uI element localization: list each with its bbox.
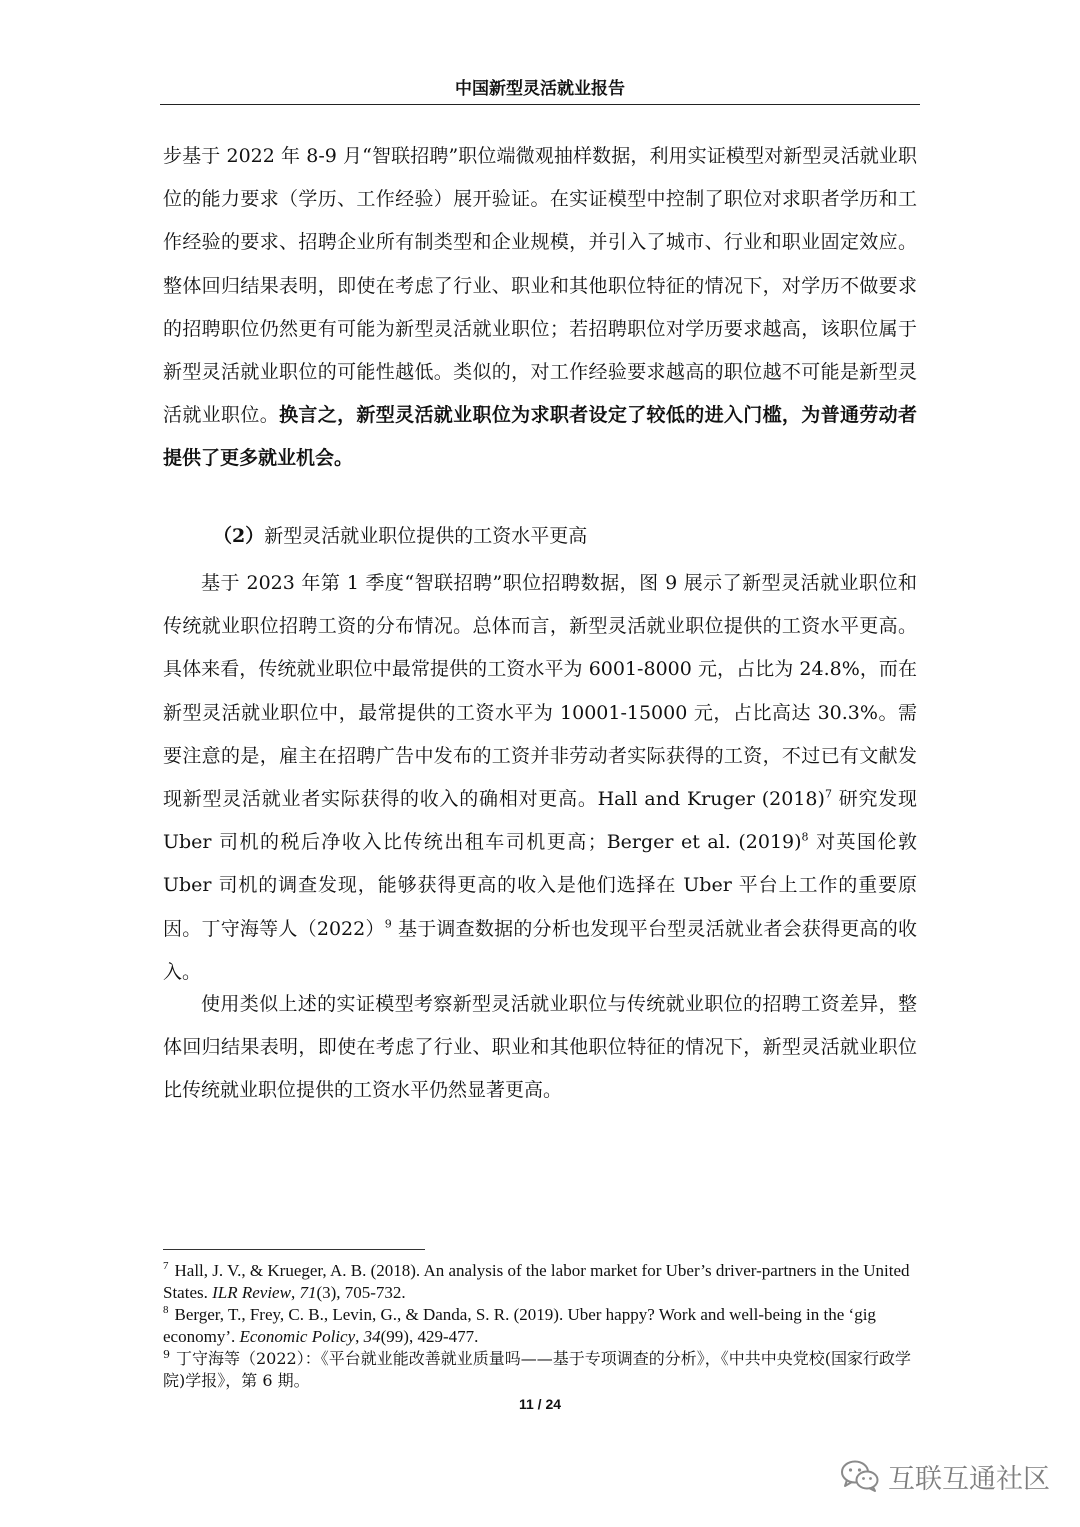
footnote-7-text: Hall, J. V., & Krueger, A. B. (2018). An analysis of the labor market for Uber’s driver-partners in the United States. [163, 1261, 910, 1302]
footnote-7 [163, 1260, 919, 1304]
footnote-7-number: 7 [163, 1260, 169, 1273]
watermark [840, 1456, 1050, 1496]
paragraph-2-text-a: 基于 2023 年第 1 季度“智联招聘”职位招聘数据，图 9 展示了新型灵活就业职位和传统就业职位招聘工资的分布情况。总体而言，新型灵活就业职位提供的工资水平更高。具体来看，传统就业职位中最常提供的工资水平为 6001-8000 元，占比为 24.8%，而在新型灵活就业职位中，最常提供的工资水平为 10001-15000 元，占比高达 30.3%。需要注意的是，雇主在招聘广告中发布的工资并非劳动者实际获得的工资，不过已有文献发现新型灵活就业者实际获得的收入的确相对更高。Hall and Kruger (2018) [163, 572, 917, 811]
footnote-ref-9[interactable]: 9 [384, 917, 392, 931]
paragraph-1 [163, 135, 917, 481]
footnote-8-pages: (99), 429-477. [380, 1327, 479, 1346]
footnote-ref-7[interactable]: 7 [824, 787, 832, 801]
paragraph-3: 使用类似上述的实证模型考察新型灵活就业职位与传统就业职位的招聘工资差异，整体回归结果表明，即使在考虑了行业、职业和其他职位特征的情况下，新型灵活就业职位比传统就业职位提供的工资水平仍然显著更高。 [163, 993, 917, 1102]
paragraph-1-text: 步基于 2022 年 8-9 月“智联招聘”职位端微观抽样数据，利用实证模型对新型灵活就业职位的能力要求（学历、工作经验）展开验证。在实证模型中控制了职位对求职者学历和工作经验的要求、招聘企业所有制类型和企业规模，并引入了城市、行业和职业固定效应。整体回归结果表明，即使在考虑了行业、职业和其他职位特征的情况下，对学历不做要求的招聘职位仍然更有可能为新型灵活就业职位；若招聘职位对学历要求越高，该职位属于新型灵活就业职位的可能性越低。类似的，对工作经验要求越高的职位越不可能是新型灵活就业职位。 [163, 145, 917, 427]
footnote-8-journal: Economic Policy [239, 1327, 356, 1346]
footnote-divider [163, 1249, 425, 1250]
paragraph-2-text-b: 研究发现 Uber 司机的税后净收入比传统出租车司机更高；Berger et al. (2019) [163, 788, 917, 854]
paragraph-2 [163, 562, 917, 994]
header-divider [160, 104, 920, 105]
footnote-9-text: 丁守海等（2022）：《平台就业能改善就业质量吗——基于专项调查的分析》，《中共中央党校(国家行政学院)学报》，第 6 期。 [163, 1349, 911, 1390]
footnotes [163, 1260, 919, 1392]
footnote-7-journal: ILR Review [212, 1283, 291, 1302]
footnote-7-pages: (3), 705-732. [316, 1283, 406, 1302]
footnote-8-number: 8 [163, 1304, 169, 1317]
footnote-8-volume: 34 [363, 1327, 381, 1346]
subheading-text: 新型灵活就业职位提供的工资水平更高 [264, 525, 588, 547]
subheading-number: （2） [213, 525, 265, 547]
watermark-text: 互联互通社区 [888, 1463, 1050, 1495]
footnote-ref-8[interactable]: 8 [801, 830, 809, 844]
footnote-9-number: 9 [163, 1347, 170, 1361]
page-header-title: 中国新型灵活就业报告 [455, 79, 625, 99]
paragraph-2-text-d: 基于调查数据的分析也发现平台型灵活就业者会获得更高的收入。 [163, 917, 917, 983]
footnote-7-volume: 71 [299, 1283, 317, 1302]
footnote-8-text: Berger, T., Frey, C. B., Levin, G., & Danda, S. R. (2019). Uber happy? Work and well-being in the ‘gig economy’. [163, 1305, 876, 1346]
section-subheading [213, 516, 917, 556]
page-number: 11 / 24 [518, 1396, 562, 1412]
paragraph-2-text-c: 对英国伦敦 Uber 司机的调查发现，能够获得更高的收入是他们选择在 Uber 平台上工作的重要原因。丁守海等人（2022） [163, 831, 917, 940]
footnote-7-sep: , [290, 1283, 300, 1302]
paragraph-1-bold-text: 换言之，新型灵活就业职位为求职者设定了较低的进入门槛，为普通劳动者提供了更多就业机会。 [163, 404, 917, 470]
footnote-8-sep: , [355, 1327, 364, 1346]
footnote-9 [163, 1348, 919, 1392]
wechat-icon [840, 1459, 880, 1493]
footnote-8 [163, 1304, 919, 1348]
